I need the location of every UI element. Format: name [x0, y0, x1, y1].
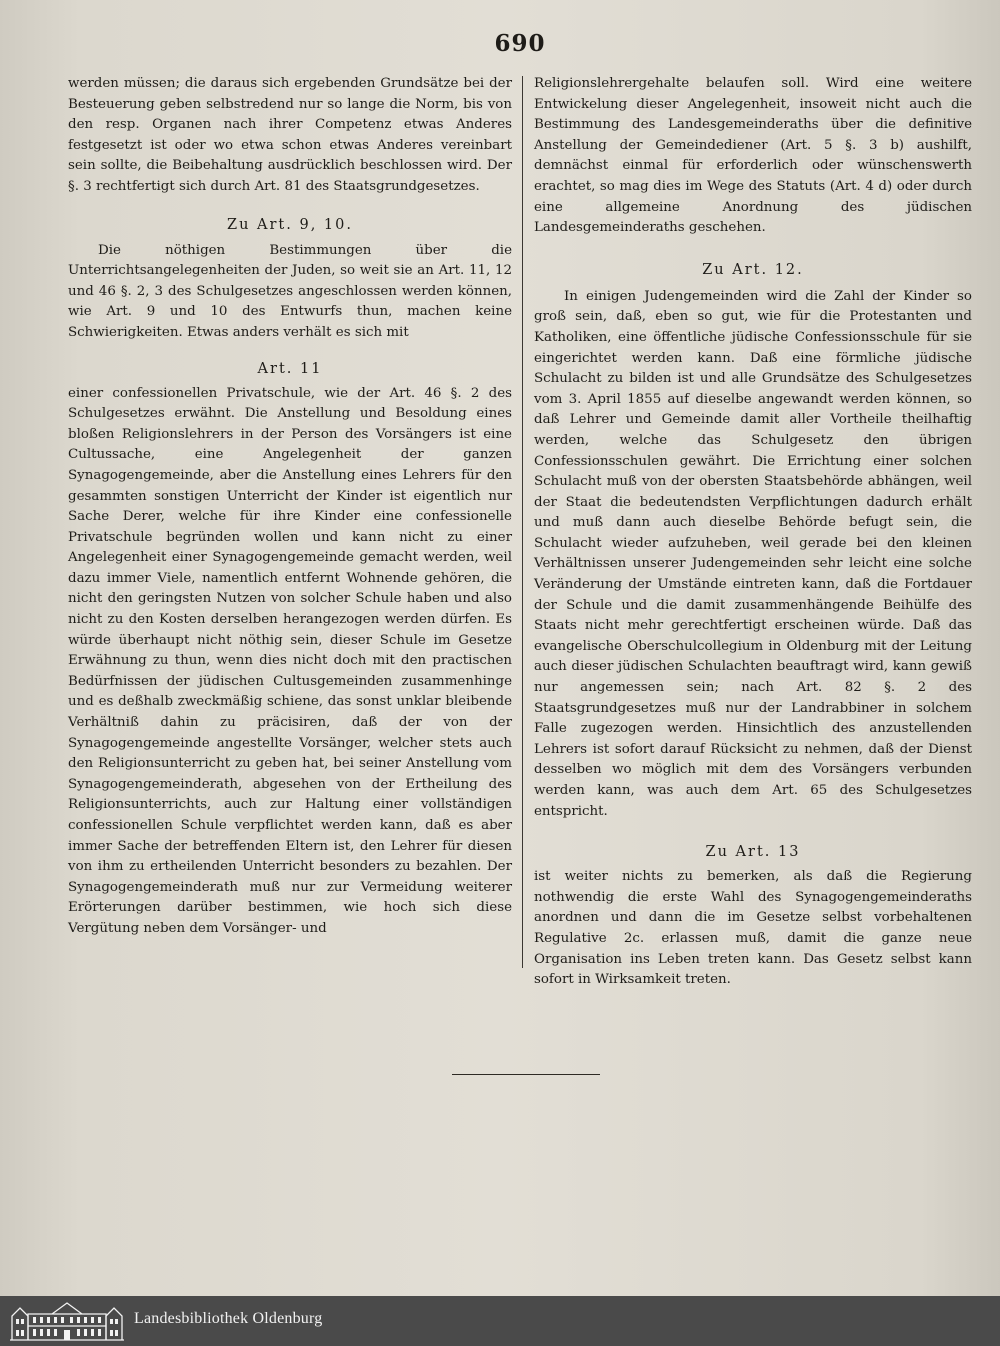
column-divider: [522, 76, 523, 968]
library-name: Landesbibliothek Oldenburg: [134, 1310, 323, 1327]
left-column: [68, 74, 512, 940]
right-paragraph-1: Religionslehrergehalte belaufen soll. Wird eine weitere Entwickelung dieser Angelegenheit, insoweit nicht auch die Bestimmung des Landesgemeinderaths über die definitive Anstellung der Gemeindediener (Art. 5 §. 3 b) aushilft, demnächst einmal für erforderlich oder wünschenswerth erachtet, so mag dies im Wege des Statuts (Art. 4 d) oder durch eine allgemeine Anordnung des jüdischen Landesgemeinderaths geschehen.: [534, 76, 972, 236]
right-column: [534, 74, 972, 991]
library-building-icon: [8, 1300, 126, 1342]
left-paragraph-3: einer confessionellen Privatschule, wie der Art. 46 §. 2 des Schulgesetzes erwähnt. Die Anstellung und Besoldung eines bloßen Religionslehrers in der Person des Vorsängers ist eine Cultussache, eine Angelegenheit der ganzen Synagogengemeinde, aber die Anstellung eines Lehrers für den gesammten sonstigen Unterricht der Kinder ist eigentlich nur Sache Derer, welche für ihre Kinder eine confessionelle Privatschule begründen wollen und kann nicht zu einer Angelegenheit einer Synagogengemeinde gemacht werden, weil dazu immer Viele, namentlich entfernt Wohnende gehören, die nicht den geringsten Nutzen von solcher Schule haben und also nicht zu den Kosten derselben herangezogen werden dürfen. Es würde überhaupt nicht nöthig sein, dieser Schule im Gesetze Erwähnung zu thun, wenn dies nicht doch mit den practischen Bedürfnissen der jüdischen Cultusgemeinden zusammenhinge und es deßhalb zweckmäßig schiene, das sonst unklar bleibende Verhältniß dahin zu präcisiren, daß der von der Synagogengemeinde angestellte Vorsänger, welcher stets auch den Religionsunterricht zu geben hat, bei seiner Anstellung vom Synagogengemeinderath, abgesehen von der Ertheilung des Religionsunterrichts, auch zur Haltung einer vollständigen confessionellen Schule verpflichtet werden kann, daß es aber immer Sache der betreffenden Eltern ist, den Lehrer für diesen von ihm zu ertheilenden Unterricht besonders zu bezahlen. Der Synagogengemeinderath muß nur zur Vermeidung weiterer Erörterungen darüber bestimmen, wie hoch sich diese Vergütung neben dem Vorsänger- und: [68, 385, 512, 936]
page-number: 690: [494, 30, 546, 57]
left-paragraph-2: Die nöthigen Bestimmungen über die Unterrichtsangelegenheiten der Juden, so weit sie an Art. 11, 12 und 46 §. 2, 3 des Schulgesetzes angeschlossen werden können, wie Art. 9 und 10 des Entwurfs thun, machen keine Schwierigkeiten. Etwas anders verhält es sich mit: [68, 242, 512, 340]
footer-bar: [0, 1296, 1000, 1346]
right-paragraph-3: ist weiter nichts zu bemerken, als daß die Regierung nothwendig die erste Wahl des Synagogengemeinderaths anordnen und dann die im Gesetze selbst vorbehaltenen Regulative 2c. erlassen muß, damit die ganze neue Organisation ins Leben treten kann. Das Gesetz selbst kann sofort in Wirksamkeit treten.: [534, 869, 972, 988]
heading-art-13: Zu Art. 13: [705, 844, 801, 861]
heading-art-9-10: Zu Art. 9, 10.: [227, 216, 353, 233]
right-paragraph-2: In einigen Judengemeinden wird die Zahl der Kinder so groß sein, daß, eben so gut, wie für die Protestanten und Katholiken, eine öffentliche jüdische Confessionsschule für sie eingerichtet werden kann. Daß eine förmliche jüdische Schulacht zu bilden ist und alle Grundsätze des Schulgesetzes vom 3. April 1855 auf dieselbe angewandt werden können, so daß Lehrer und Gemeinde damit aller Vortheile theilhaftig werden, welche das Schulgesetz den übrigen Confessionsschulen gewährt. Die Errichtung einer solchen Schulacht muß von der obersten Staatsbehörde abhängen, weil der Staat die bedeutendsten Verpflichtungen dadurch erhält und muß dann auch dieselbe Behörde befugt sein, die Schulacht wieder aufzuheben, weil gerade bei den kleinen Verhältnissen unserer Judengemeinden sehr leicht eine solche Veränderung der Umstände eintreten kann, daß die Fortdauer der Schule und die damit zusammenhängende Beihülfe des Staats nicht mehr gerechtfertigt erscheinen würde. Daß das evangelische Oberschulcollegium in Oldenburg mit der Leitung auch dieser jüdischen Schulachten beauftragt wird, kann gewiß nur angemessen sein; nach Art. 82 §. 2 des Staatsgrundgesetzes muß nur der Landrabbiner in solchem Falle zugezogen werden. Hinsichtlich des anzustellenden Lehrers ist sofort darauf Rücksicht zu nehmen, daß der Dienst desselben wo möglich mit dem des Vorsängers verbunden werden kann, was auch dem Art. 65 des Schulgesetzes entspricht.: [534, 288, 972, 819]
heading-art-11: Art. 11: [257, 360, 323, 377]
heading-art-12: Zu Art. 12.: [702, 261, 804, 278]
end-rule: [452, 1074, 600, 1075]
left-paragraph-1: werden müssen; die daraus sich ergebenden Grundsätze bei der Besteuerung geben selbstredend nur so lange die Norm, bis von den resp. Organen nach ihrer Competenz etwas Anderes festgesetzt ist oder wo etwa schon etwas Anderes vereinbart sein sollte, die Beibehaltung ausdrücklich beschlossen wird. Der §. 3 rechtfertigt sich durch Art. 81 des Staatsgrundgesetzes.: [68, 76, 512, 194]
